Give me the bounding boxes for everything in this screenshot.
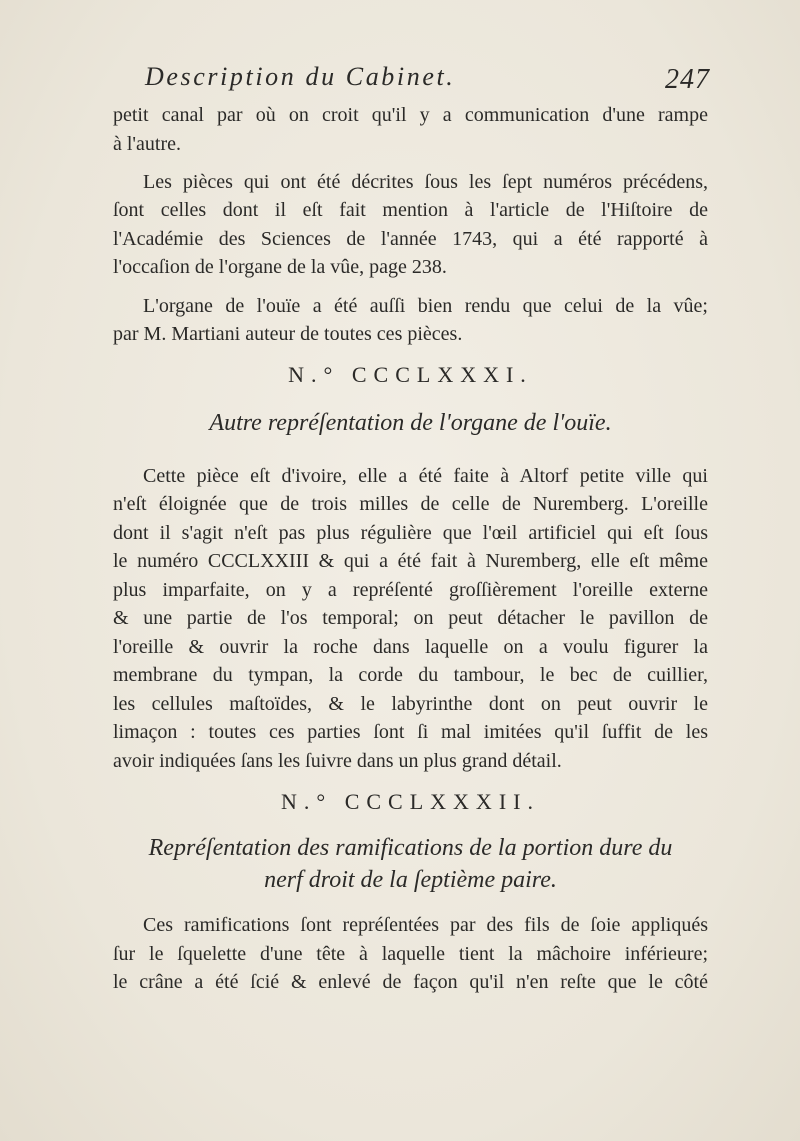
entry-title-continued: nerf droit de la ſeptième paire. [264, 867, 557, 893]
text-line: Ces ramifications ſont repréſentées par des fils de ſoie appliqués [143, 914, 708, 936]
text-line: le crâne a été ſcié & enlevé de façon qu'il n'en reſte que le côté [113, 971, 708, 993]
text-line: & une partie de l'os temporal; on peut détacher le pavillon de [113, 607, 708, 629]
entry-number: N.° CCCLXXXI. [288, 362, 533, 387]
text-line: n'eſt éloignée que de trois milles de celle de Nuremberg. L'oreille [113, 493, 708, 515]
text-line: avoir indiquées ſans les ſuivre dans un plus grand détail. [113, 750, 562, 772]
text-line: L'organe de l'ouïe a été auſſi bien rendu que celui de la vûe; [143, 295, 708, 317]
text-line: petit canal par où on croit qu'il y a communication d'une rampe [113, 104, 708, 126]
text-line: Cette pièce eſt d'ivoire, elle a été faite à Altorf petite ville qui [143, 465, 708, 487]
entry-title: Autre repréſentation de l'organe de l'ouïe. [209, 410, 612, 436]
text-line: les cellules maſtoïdes, & le labyrinthe dont on peut ouvrir le [113, 693, 708, 715]
text-line: à l'autre. [113, 133, 182, 155]
entry-number: N.° CCCLXXXII. [281, 789, 540, 814]
text-line: le numéro CCCLXXIII & qui a été fait à Nuremberg, elle eſt même [113, 550, 708, 572]
text-line: par M. Martiani auteur de toutes ces pièces. [113, 323, 463, 345]
text-line: limaçon : toutes ces parties ſont ſi mal imitées qu'il ſuffit de les [113, 721, 708, 743]
text-line: l'oreille & ouvrir la roche dans laquelle on a voulu figurer la [113, 636, 708, 658]
text-line: l'Académie des Sciences de l'année 1743, qui a été rapporté à [113, 228, 708, 250]
entry-title: Repréſentation des ramifications de la portion dure du [148, 835, 673, 861]
text-line: l'occaſion de l'organe de la vûe, page 238. [113, 256, 447, 278]
running-head: Description du Cabinet. [145, 62, 456, 91]
text-line: Les pièces qui ont été décrites ſous les ſept numéros précédens, [143, 171, 708, 193]
text-line: dont il s'agit n'eſt pas plus régulière que l'œil artificiel qui eſt ſous [113, 522, 708, 544]
page-number: 247 [665, 64, 710, 95]
text-line: ſont celles dont il eſt fait mention à l'article de l'Hiſtoire de [113, 199, 708, 221]
text-line: membrane du tympan, la corde du tambour, le bec de cuillier, [113, 664, 708, 686]
text-line: plus imparfaite, on y a repréſenté groſſièrement l'oreille externe [113, 579, 708, 601]
text-line: ſur le ſquelette d'une tête à laquelle tient la mâchoire inférieure; [113, 943, 708, 965]
page-header [145, 62, 710, 102]
